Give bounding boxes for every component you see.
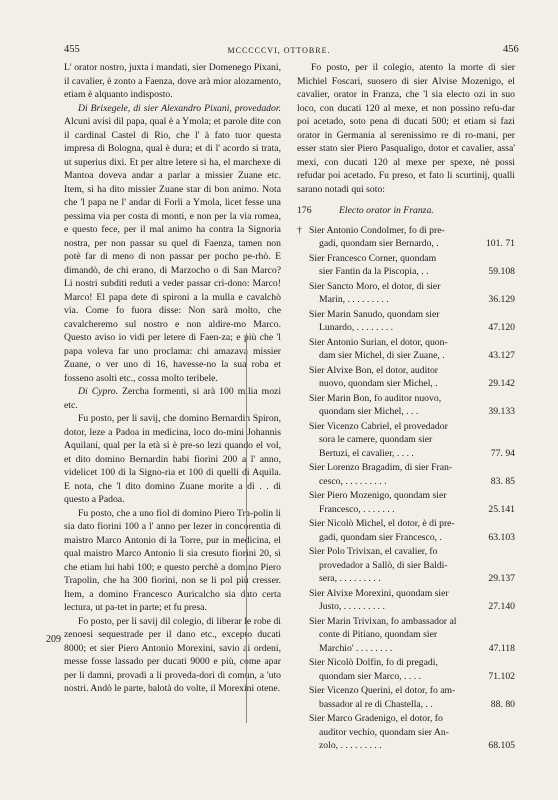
vote-count: 77. 94 xyxy=(490,447,515,459)
vote-count: 47.118 xyxy=(488,642,515,654)
margin-number: 209 xyxy=(46,634,61,645)
paragraph: Fo posto, per il colegio, atento la morte di sier Michiel Foscari, suosero di sier Alvise Mozenigo, el cavalier, orator in Franza, che 'l sia electo ozi in suo loco, con ducati 120 al mexe, et non possino refu-dar poi acetado, soto pena di ducati 500; et etiam si fazi orator in Germania al serenissimo re di ro-mani, per esser stato sier Piero Pasqualigo, dotor et cavalier, assa' mexi, con ducati 120 al mexe per spexe, nè possi refudar poi acetado. Fu preso, et fato li scurtinij, qualli sarano notadi qui soto: xyxy=(297,62,515,195)
list-item xyxy=(297,420,515,461)
candidate-line: Francesco, . . . . . . . xyxy=(319,503,395,515)
candidate-line: Sier Alvixe Bon, el dotor, auditor xyxy=(309,364,439,376)
candidate-line: sora le camere, quondam sier xyxy=(319,434,433,445)
vote-count: 71.102 xyxy=(488,670,515,682)
election-list xyxy=(297,224,515,753)
vote-count: 59.108 xyxy=(488,266,515,277)
candidate-line: Sier Vicenzo Cabriel, el provedador xyxy=(309,420,448,432)
page-number-right: 456 xyxy=(503,44,519,55)
list-item xyxy=(297,684,515,711)
list-item xyxy=(297,712,515,753)
list-item xyxy=(297,615,515,656)
paragraph-body: Zercha formenti, si arà 100 milia mozi etc. xyxy=(64,386,282,411)
list-item xyxy=(297,517,515,544)
paragraph: Fo posto, per li savij dil colegio, di liberar le robe di zenoesi sequestrade per il dano etc., excepto ducati 8000; et sier Piero Antonio Morexini, savio ai ordeni, messe fosse lassado per ducati 9000 e più, come apar per li damni, provadi a li proveda-dori di comun, a 'uto nostri. Andò le parte, balotà do volte, il Morexini otene. xyxy=(64,615,281,694)
candidate-line: cesco, . . . . . . . . . xyxy=(319,475,387,487)
section-number: 176 xyxy=(297,205,312,216)
page-number-left: 455 xyxy=(64,44,80,55)
vote-count: 25.141 xyxy=(488,503,515,515)
candidate-line: bassador al re di Chastella, . . xyxy=(319,698,433,710)
paragraph: Fu posto, che a uno fiol di domino Piero Tra-polin li sia dato fiorini 100 a l' anno per lezer in concorentia di maistro Marco Antonio di la Torre, pur in medicina, el qual maistro Marco Antonio li sia cresuto fiorini 20, sì che etiam lui habi 100; e questo perchè a domino Piero Trapolin, che ha 300 fiorini, non se li pol più cresser. Item, a domino Francesco Auricalcho sia dato certa lectura, ut pa-tet in parte; et fu presa. xyxy=(64,507,281,613)
candidate-line: nuovo, quondam sier Michel, . xyxy=(319,378,438,389)
candidate-line: Marin, . . . . . . . . . xyxy=(319,294,389,305)
list-item xyxy=(297,656,515,683)
candidate-line: Sier Lorenzo Bragadim, di sier Fran- xyxy=(309,462,453,473)
candidate-line: Sier Marin Sanudo, quondam sier xyxy=(309,308,440,320)
paragraph-heading: Di Brixegele, di sier Alexandro Pixani, provedador. xyxy=(78,102,281,114)
paragraph: Fu posto, per li savij, che domino Bernardin Spiron, dotor, leze a Padoa in medicina, loco do-mini Johannis Aquilani, qual per la età si è pre-so lezi quando el vol, et dito domino Bernardin habi fiorini 200 a l' anno, videlicet 100 di la Signo-ria et 100 di quelli di Aquila. E nota, che 'l dito domino Zuane morite a dì . . di questo a Padoa. xyxy=(64,413,281,505)
vote-count: 29.137 xyxy=(488,573,515,584)
running-header: MCCCCCVI, OTTOBRE. xyxy=(227,46,331,55)
paragraph: L' orator nostro, juxta i mandati, sier Domenego Pixani, il cavalier, è zonto a Faenza, dove arà mior alozamento, etiam è alquanto indisposto. xyxy=(64,62,281,100)
vote-count: 88. 80 xyxy=(490,698,515,710)
candidate-line: gadi, quondam sier Francesco, . xyxy=(319,531,442,543)
candidate-line: Sier Nicolò Dolfin, fo di pregadi, xyxy=(309,657,438,668)
list-item xyxy=(297,489,515,516)
paragraph-heading: Di Cypro. xyxy=(78,386,119,397)
candidate-line: Sier Polo Trivixan, el cavalier, fo xyxy=(309,546,438,557)
candidate-line: gadi, quondam sier Bernardo, . xyxy=(319,238,439,249)
candidate-line: zolo, . . . . . . . . . xyxy=(319,740,382,751)
vote-count: 39.133 xyxy=(488,406,515,417)
candidate-line: Sier Marco Gradenigo, el dotor, fo xyxy=(309,713,443,724)
candidate-line: Sier Vicenzo Querini, el dotor, fo am- xyxy=(309,685,456,696)
section-title: Electo orator in Franza. xyxy=(339,205,434,216)
candidate-line: conte di Pitiano, quondam sier xyxy=(319,629,438,640)
list-item xyxy=(297,392,515,419)
list-item xyxy=(297,252,515,279)
candidate-line: sera, . . . . . . . . . xyxy=(319,573,381,584)
vote-count: 63.103 xyxy=(488,531,515,543)
vote-count: 43.127 xyxy=(488,350,515,361)
candidate-line: Sier Sancto Moro, el dotor, di sier xyxy=(309,280,441,292)
candidate-line: dam sier Michel, di sier Zuane, . xyxy=(319,350,445,361)
section-heading xyxy=(297,204,515,218)
vote-count: 29.142 xyxy=(488,378,515,389)
candidate-line: Sier Marin Trivixan, fo ambassador al xyxy=(309,615,457,627)
vote-count: 101. 71 xyxy=(485,238,515,249)
list-item xyxy=(297,280,515,307)
vote-count: 68.105 xyxy=(488,740,515,751)
candidate-line: Lunardo, . . . . . . . . xyxy=(319,322,393,333)
candidate-line: sier Fantin da la Piscopia, . . xyxy=(319,266,429,277)
paragraph xyxy=(64,102,281,386)
candidate-line: Marchio' . . . . . . . . xyxy=(319,642,393,654)
candidate-line: auditor vechio, quondam sier An- xyxy=(319,726,449,738)
candidate-line: Sier Antonio Surian, el dotor, quon- xyxy=(309,336,448,348)
vote-count: 83. 85 xyxy=(490,475,515,487)
candidate-line: Sier Antonio Condolmer, fo di pre- xyxy=(309,224,445,236)
candidate-line: Sier Nicolò Michel, el dotor, è di pre- xyxy=(309,518,455,529)
candidate-line: provedador a Sallò, di sier Baldi- xyxy=(319,559,448,571)
list-item xyxy=(297,364,515,391)
list-item xyxy=(297,545,515,586)
candidate-line: quondam sier Marco, . . . . xyxy=(319,670,421,682)
candidate-line: Sier Piero Mozenigo, quondam sier xyxy=(309,490,447,501)
candidate-line: Sier Marin Bon, fo auditor nuovo, xyxy=(309,392,442,404)
candidate-line: Sier Alvixe Morexini, quondam sier xyxy=(309,587,449,599)
right-column xyxy=(297,61,515,754)
column-divider xyxy=(246,333,247,723)
list-item xyxy=(297,224,515,251)
left-column xyxy=(64,61,281,696)
list-item xyxy=(297,336,515,363)
candidate-line: Bertuzi, el cavalier, . . . . xyxy=(319,447,414,459)
elected-mark: † xyxy=(297,224,302,236)
vote-count: 27.140 xyxy=(488,601,515,612)
candidate-line: Sier Francesco Corner, quondam xyxy=(309,252,437,264)
vote-count: 47.120 xyxy=(488,322,515,333)
candidate-line: Justo, . . . . . . . . . xyxy=(319,601,385,612)
paragraph xyxy=(64,385,281,412)
list-item xyxy=(297,587,515,614)
list-item xyxy=(297,461,515,488)
paragraph-body: Alcuni avisi dil papa, qual è a Ymola; et parole dite con il cardinal Castel di Rio, che l' à fato tuor questa impresa di Bologna, qual è dura; et di l' acordo si trata, ut superius dixi. Et per altre letere si ha, el marchexe di Mantoa doveva andar a parlar a missier Zuane etc. Item, si ha dito missier Zuane star di bon animo. Nota che 'l papa ne l' andar di Forlì a Ymola, licet fesse una pessima via per costa di monti, e non per la via romea, e questo fece, per il mal animo ha contra la Signoria nostra, per non passar su quel di Faenza, tamen non potè far di meno di non passar per pocho pe-rhò. E dimandò, de chi erano, di Marzocho o di San Marco? Li nostri subditi reduti a veder passar cri-dono: Marco! Marco! El papa dete di spironi a la mulla e cavalchò via. Come fo fuora disse: Non sarà molto, che cavalcheremo sul nostro e non aldire-mo Marco. Questo aviso io vidi per letere di Faen-za; e più che 'l papa voleva far uno proclama: chi amazava missier Zuane, o ver uno di 16, havesse-no la sua roba et fosseno asolti etc., cossa molto teribele. xyxy=(64,116,281,384)
candidate-line: quondam sier Michel, . . . xyxy=(319,406,419,417)
list-item xyxy=(297,308,515,335)
vote-count: 36.129 xyxy=(488,294,515,305)
